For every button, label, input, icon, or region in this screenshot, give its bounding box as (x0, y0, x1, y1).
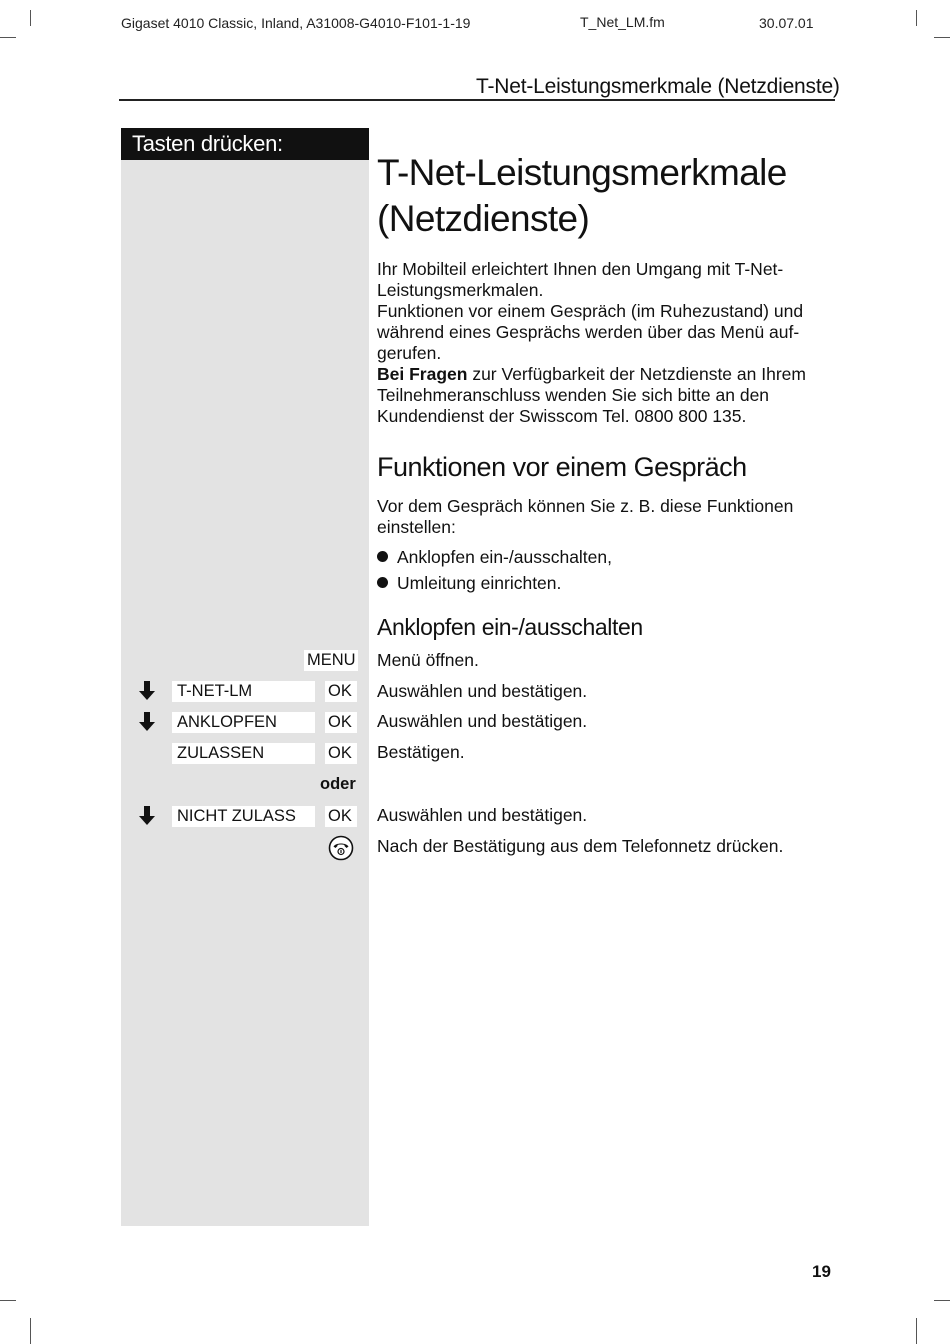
header-rule (119, 99, 835, 101)
crop-mark (30, 1318, 31, 1344)
display-entry: ANKLOPFEN (172, 712, 315, 733)
down-arrow-icon (139, 681, 155, 701)
display-entry: NICHT ZULASS (172, 806, 315, 827)
list-item: Anklopfen ein-/ausschalten, (377, 547, 612, 568)
ok-key: OK (325, 743, 357, 764)
doc-date: 30.07.01 (759, 15, 814, 31)
end-call-key-icon (328, 835, 354, 861)
step-text: Auswählen und bestätigen. (377, 681, 588, 701)
crop-mark (934, 37, 950, 38)
menu-key: MENU (304, 650, 358, 671)
step-text: Auswählen und bestätigen. (377, 805, 588, 825)
crop-mark (916, 1318, 917, 1344)
crop-mark (916, 10, 917, 26)
step-text: Nach der Bestätigung aus dem Telefonnetz drücken. (377, 836, 784, 856)
bullet-icon (377, 577, 388, 588)
ok-key: OK (325, 681, 357, 702)
page-number: 19 (812, 1262, 831, 1281)
display-entry: ZULASSEN (172, 743, 315, 764)
list-item: Umleitung einrichten. (377, 573, 561, 594)
or-label: oder (320, 775, 356, 793)
page-title: T-Net-Leistungsmerkmale (Netzdienste) (377, 152, 787, 239)
display-entry: T-NET-LM (172, 681, 315, 702)
key-column-heading: Tasten drücken: (121, 128, 369, 160)
intro-paragraph: Ihr Mobilteil erleichtert Ihnen den Umgang mit T-Net- Leistungsmerkmalen. Funktionen vor einem Gespräch (im Ruhezustand) und während eines Gesprächs werden über das Menü auf- gerufen. Bei Fragen zur Verfügbarkeit der Netzdienste an Ihrem Teilnehmeranschluss wenden Sie sich bitte an den Kundendienst der Swisscom Tel. 0800 800 135. (377, 259, 847, 427)
ok-key: OK (325, 712, 357, 733)
down-arrow-icon (139, 806, 155, 826)
down-arrow-icon (139, 712, 155, 732)
key-column (121, 128, 369, 1226)
section-title: Funktionen vor einem Gespräch (377, 452, 747, 482)
step-text: Bestätigen. (377, 742, 465, 762)
doc-info: Gigaset 4010 Classic, Inland, A31008-G4010-F101-1-19 (121, 15, 471, 31)
ok-key: OK (325, 806, 357, 827)
section-intro: Vor dem Gespräch können Sie z. B. diese Funktionen einstellen: (377, 496, 794, 537)
running-title: T-Net-Leistungsmerkmale (Netzdienste) (476, 75, 840, 98)
crop-mark (0, 1300, 16, 1301)
crop-mark (934, 1300, 950, 1301)
step-text: Menü öffnen. (377, 650, 479, 670)
crop-mark (0, 37, 16, 38)
crop-mark (30, 10, 31, 26)
subsection-title: Anklopfen ein-/ausschalten (377, 614, 643, 640)
bullet-icon (377, 551, 388, 562)
file-name: T_Net_LM.fm (580, 14, 665, 30)
question-line: Bei Fragen zur Verfügbarkeit der Netzdienste an Ihrem (377, 364, 806, 384)
step-text: Auswählen und bestätigen. (377, 711, 588, 731)
